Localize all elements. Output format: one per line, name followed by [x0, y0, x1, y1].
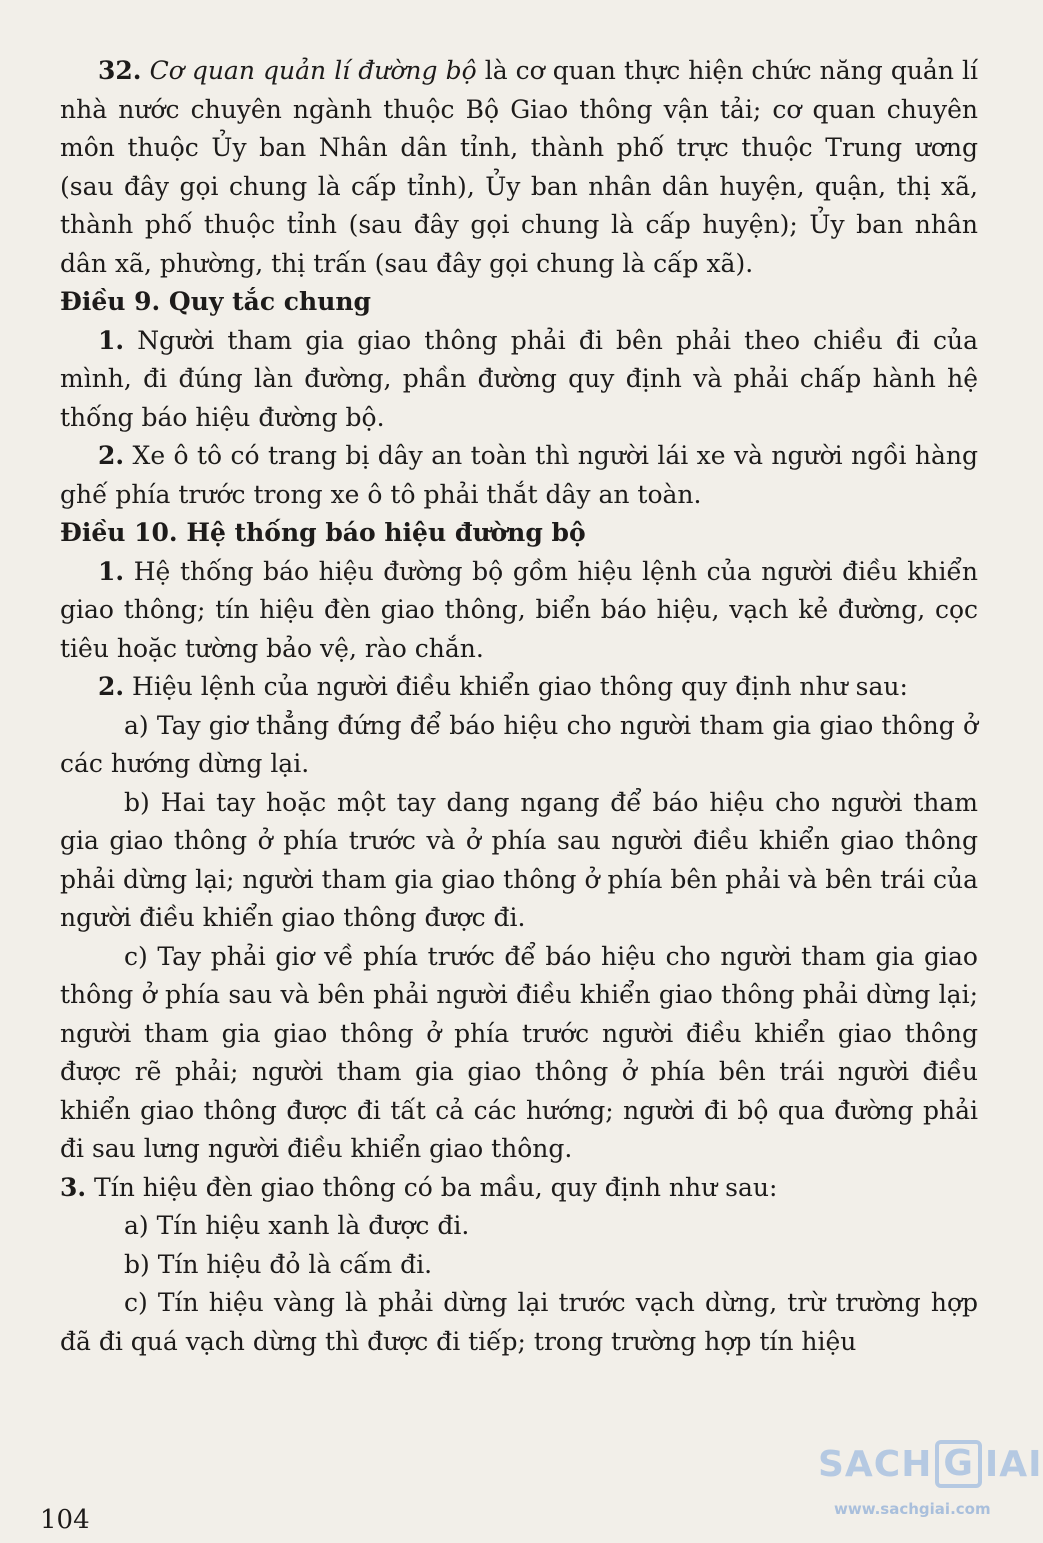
watermark-logo-left: SACH — [818, 1443, 933, 1485]
clause-text: Xe ô tô có trang bị dây an toàn thì người lái xe và người ngồi hàng ghế phía trước trong xe ô tô phải thắt dây an toàn. — [60, 441, 978, 509]
watermark — [818, 1440, 1043, 1540]
article-9-clause-2 — [60, 437, 978, 514]
clause-3-point-c: c) Tín hiệu vàng là phải dừng lại trước vạch dừng, trừ trường hợp đã đi quá vạch dừng thì được đi tiếp; trong trường hợp tín hiệu — [60, 1288, 978, 1356]
page-number: 104 — [40, 1505, 90, 1535]
item-32-number: 32. — [98, 56, 142, 85]
clause-number: 2. — [98, 441, 125, 470]
article-9-heading: Điều 9. Quy tắc chung — [60, 287, 372, 316]
watermark-logo-right: IAI — [984, 1443, 1043, 1485]
item-32-text: là cơ quan thực hiện chức năng quản lí nhà nước chuyên ngành thuộc Bộ Giao thông vận tải; cơ quan chuyên môn thuộc Ủy ban Nhân dân tỉnh, thành phố trực thuộc Trung ương (sau đây gọi chung là cấp tỉnh), Ủy ban nhân dân huyện, quận, thị xã, thành phố thuộc tỉnh (sau đây gọi chung là cấp huyện); Ủy ban nhân dân xã, phường, thị trấn (sau đây gọi chung là cấp xã). — [60, 56, 978, 278]
watermark-logo — [818, 1440, 1043, 1488]
watermark-logo-boxed: G — [935, 1440, 982, 1488]
clause-text: Tín hiệu đèn giao thông có ba mầu, quy định như sau: — [86, 1172, 778, 1202]
article-10-clause-3 — [60, 1169, 978, 1208]
clause-number: 3. — [60, 1172, 87, 1202]
article-10-heading: Điều 10. Hệ thống báo hiệu đường bộ — [60, 518, 586, 547]
item-32 — [60, 52, 978, 283]
clause-text: Hệ thống báo hiệu đường bộ gồm hiệu lệnh của người điều khiển giao thông; tín hiệu đèn giao thông, biển báo hiệu, vạch kẻ đường, cọc tiêu hoặc tường bảo vệ, rào chắn. — [60, 556, 978, 663]
clause-text: Hiệu lệnh của người điều khiển giao thông quy định như sau: — [124, 672, 908, 701]
clause-text: Người tham gia giao thông phải đi bên phải theo chiều đi của mình, đi đúng làn đường, phần đường quy định và phải chấp hành hệ thống báo hiệu đường bộ. — [60, 325, 978, 432]
clause-number: 1. — [98, 556, 125, 586]
clause-3-point-a: a) Tín hiệu xanh là được đi. — [124, 1211, 470, 1240]
article-10-clause-2 — [60, 668, 978, 707]
document-page — [60, 52, 978, 1361]
article-10-clause-1 — [60, 553, 978, 669]
clause-2-point-a: a) Tay giơ thẳng đứng để báo hiệu cho người tham gia giao thông ở các hướng dừng lại. — [60, 710, 978, 778]
article-9-clause-1 — [60, 322, 978, 438]
item-32-term: Cơ quan quản lí đường bộ — [149, 56, 477, 85]
clause-number: 2. — [98, 672, 125, 701]
clause-2-point-c: c) Tay phải giơ về phía trước để báo hiệu cho người tham gia giao thông ở phía sau và bên phải người điều khiển giao thông phải dừng lại; người tham gia giao thông ở phía trước người điều khiển giao thông được rẽ phải; người tham gia giao thông ở phía bên trái người điều khiển giao thông được đi tất cả các hướng; người đi bộ qua đường phải đi sau lưng người điều khiển giao thông. — [60, 941, 978, 1163]
clause-number: 1. — [98, 325, 125, 355]
clause-3-point-b: b) Tín hiệu đỏ là cấm đi. — [124, 1249, 433, 1279]
clause-2-point-b: b) Hai tay hoặc một tay dang ngang để báo hiệu cho người tham gia giao thông ở phía trước và ở phía sau người điều khiển giao thông phải dừng lại; người tham gia giao thông ở phía bên phải và bên trái của người điều khiển giao thông được đi. — [60, 787, 978, 932]
watermark-url: www.sachgiai.com — [834, 1500, 991, 1518]
